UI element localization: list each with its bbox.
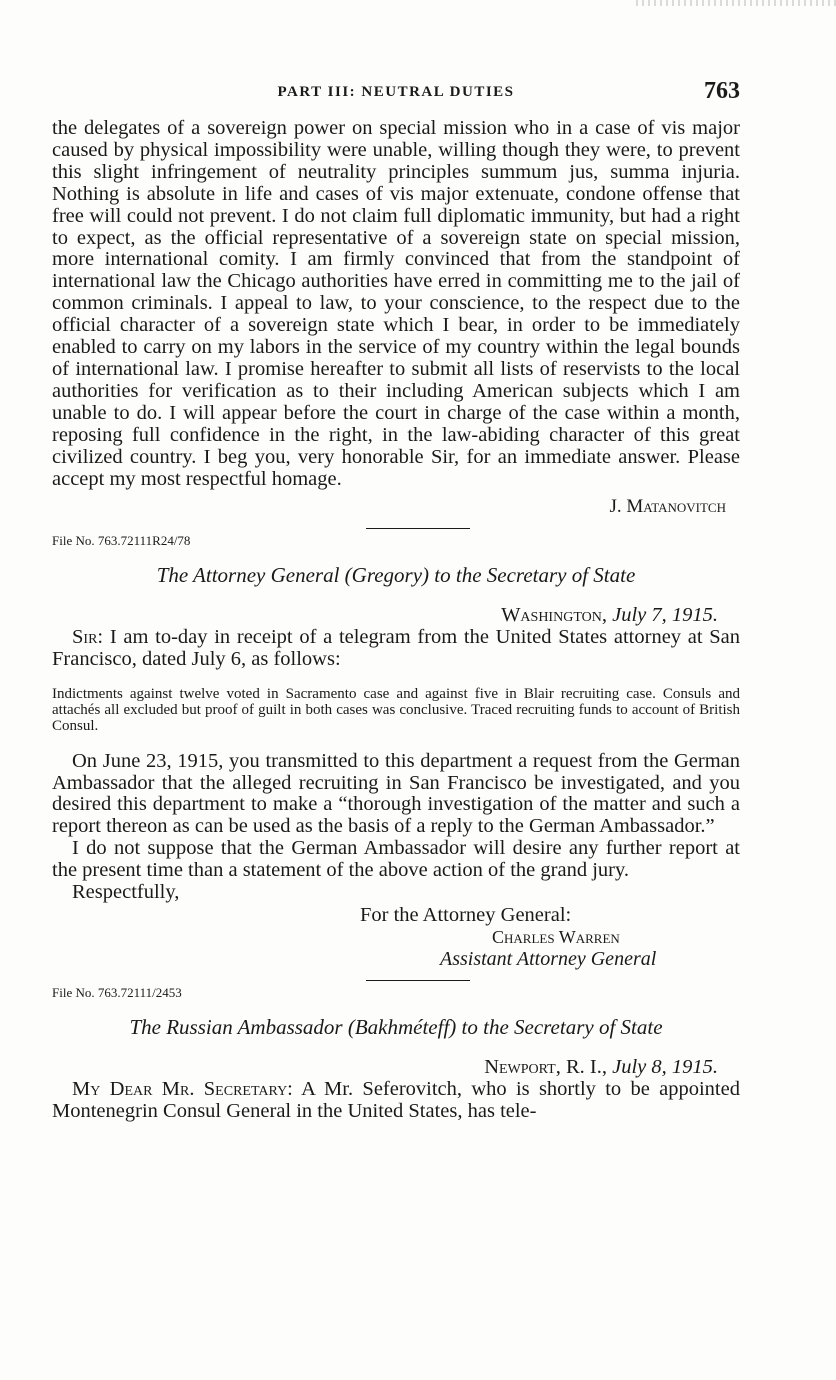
dateline [52, 1056, 740, 1079]
paragraph [52, 627, 740, 671]
letter-body: the delegates of a sovereign power on special mission who in a case of vis major caused by physical impossibility were unable, willing though they were, to prevent this slight infringement of neutrality principles summum jus, summa injuria. Nothing is absolute in life and cases of vis major extenuate, condone offense that free will could not prevent. I do not claim full diplomatic immunity, but had a right to expect, as the official representative of a sovereign state on special mission, more international comity. I am firmly convinced that from the standpoint of international law the Chicago authorities have erred in committing me to the jail of common criminals. I appeal to law, to your conscience, to the respect due to the official character of a sovereign state which I bear, in order to be immediately enabled to carry on my labors in the service of my country within the legal bounds of international law. I promise hereafter to submit all lists of reservists to the local authorities for verification as to their including American subjects which I am unable to do. I will appear before the court in charge of the case within a month, reposing full confidence in the right, in the law-abiding character of this great civilized country. I beg you, very honorable Sir, for an immediate answer. Please accept my most respectful homage. [52, 117, 740, 490]
dateline-date: July 8, 1915. [612, 1055, 718, 1078]
for-line: For the Attorney General: [360, 903, 572, 926]
salutation: Sir: [72, 626, 104, 649]
closing: Respectfully, [72, 881, 180, 904]
scan-edge-noise [636, 0, 836, 6]
running-header [52, 78, 740, 118]
block-quote: Indictments against twelve voted in Sacramento case and against five in Blair recruiting case. Consuls and attachés all excluded but proof of guilt in both cases was conclusive. Traced recruiting funds to account of British Consul. [52, 686, 740, 734]
paragraph-text: I am to-day in receipt of a telegram from the United States attorney at San Francisco, dated July 6, as follows: [52, 626, 741, 671]
letter-signature: J. Matanovitch [609, 496, 726, 518]
section-divider [366, 980, 470, 981]
paragraph [52, 1079, 740, 1123]
file-number: File No. 763.72111/2453 [52, 984, 182, 1000]
signer-name: Charles Warren [492, 926, 620, 947]
section-divider [366, 528, 470, 529]
file-number: File No. 763.72111R24/78 [52, 533, 191, 549]
dateline-place: Washington, [501, 604, 607, 627]
signature-block [52, 904, 740, 970]
running-header-title: PART III: NEUTRAL DUTIES [277, 84, 515, 100]
paragraph: On June 23, 1915, you transmitted to this department a request from the German Ambassador that the alleged recruiting in San Francisco be investigated, and you desired this department to make a “thorough investigation of the matter and such a report thereon as can be used as the basis of a reply to the German Ambassador.” [52, 749, 740, 838]
dateline [52, 604, 740, 627]
page-number: 763 [704, 78, 740, 104]
paragraph: I do not suppose that the German Ambassador will desire any further report at the present time than a statement of the above action of the grand jury. [52, 837, 740, 882]
document-page [52, 78, 740, 1123]
dateline-date: July 7, 1915. [612, 604, 718, 627]
paragraph-text: A Mr. Seferovitch, who is shortly to be appointed Montenegrin Consul General in the United States, has tele- [52, 1077, 740, 1122]
document-heading: The Russian Ambassador (Bakhméteff) to the Secretary of State [129, 1014, 663, 1039]
document-heading: The Attorney General (Gregory) to the Secretary of State [156, 563, 636, 588]
signer-title: Assistant Attorney General [440, 947, 657, 970]
dateline-place: Newport, R. I., [484, 1055, 607, 1078]
salutation: My Dear Mr. Secretary: [72, 1077, 293, 1100]
